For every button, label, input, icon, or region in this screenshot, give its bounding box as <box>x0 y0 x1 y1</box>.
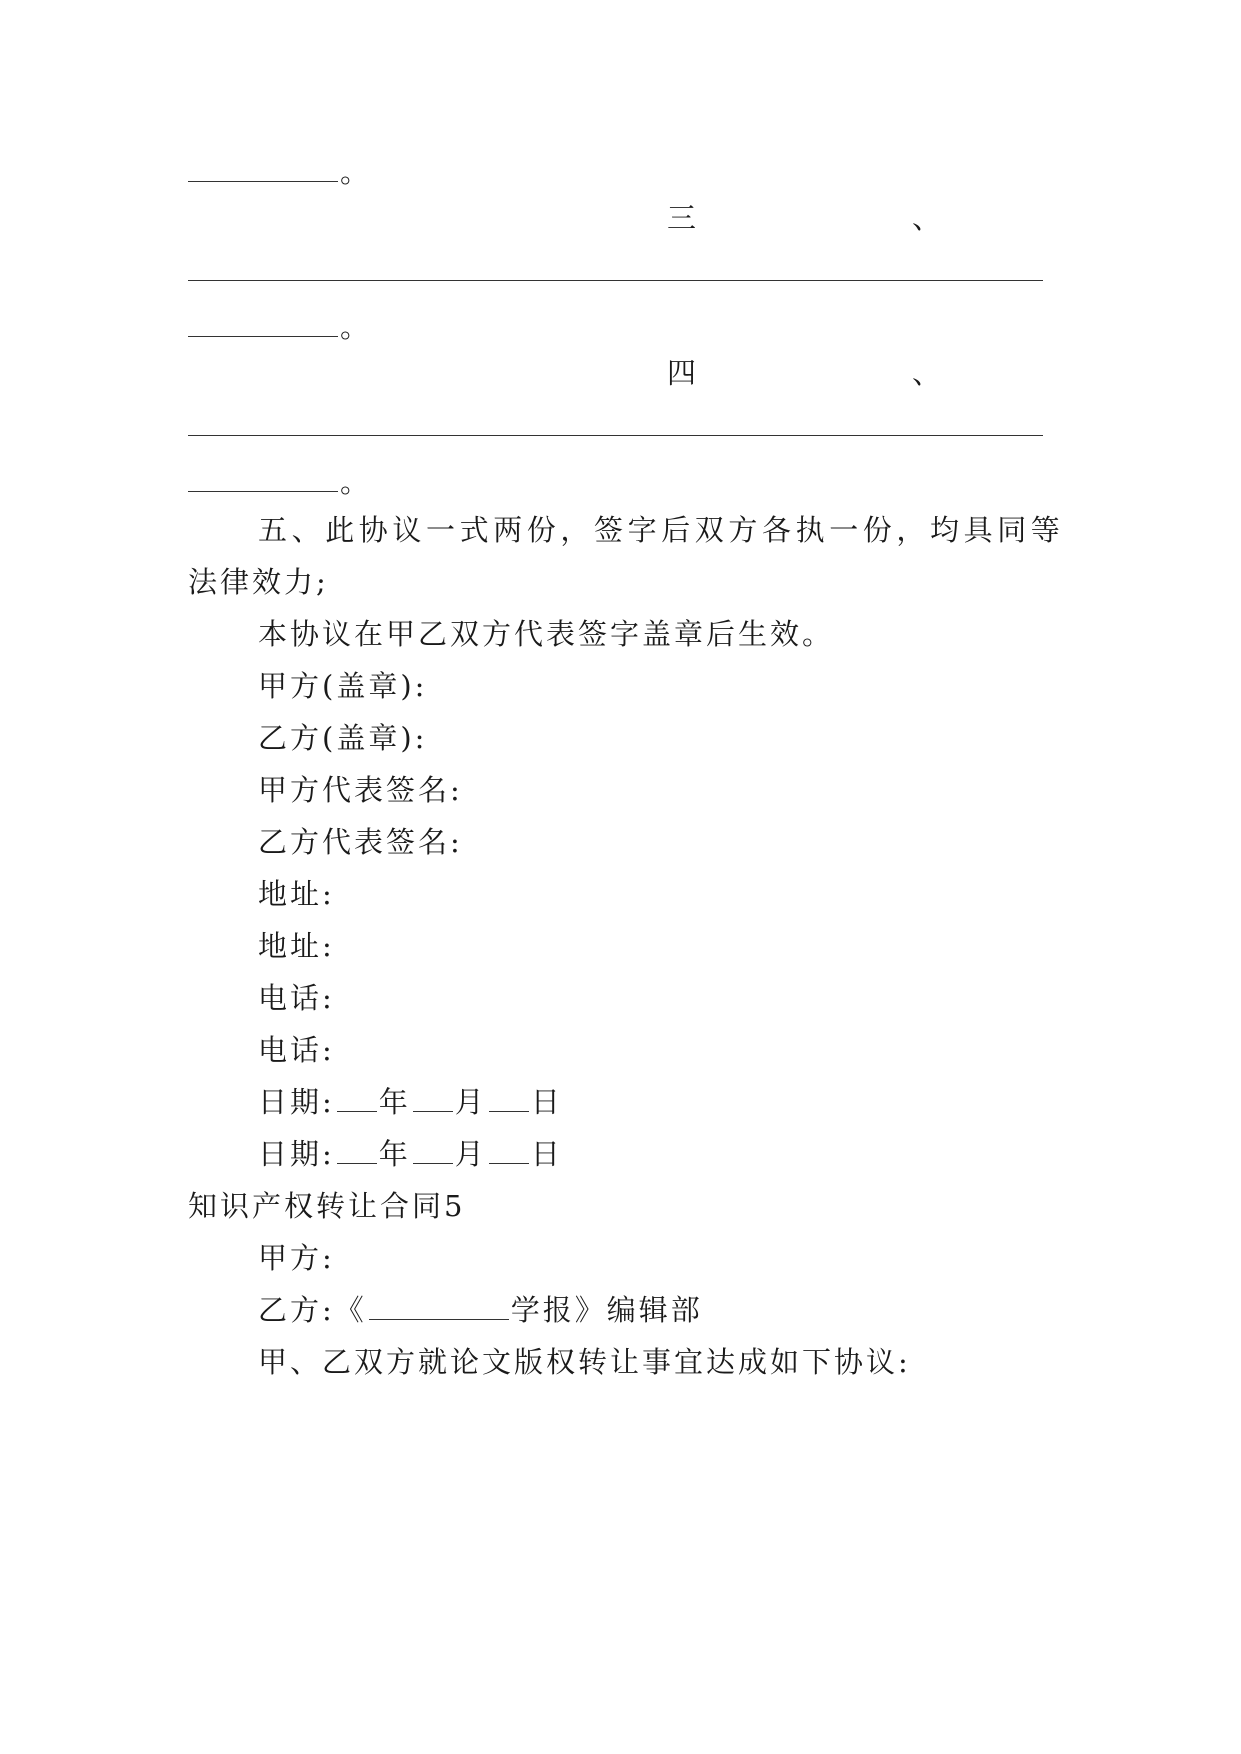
contract-5-party-b-line <box>258 1290 703 1330</box>
month-blank[interactable] <box>413 1089 453 1112</box>
contract-5-title: 知识产权转让合同5 <box>188 1189 466 1223</box>
month-unit: 月 <box>454 1085 487 1119</box>
party-b-seal-label: 乙方(盖章): <box>258 721 428 755</box>
day-blank[interactable] <box>489 1141 529 1164</box>
fill-in-blank[interactable] <box>188 314 338 337</box>
month-blank[interactable] <box>413 1141 453 1164</box>
year-unit: 年 <box>378 1137 411 1171</box>
period: 。 <box>340 465 370 499</box>
item-5-line-1: 五、此协议一式两份，签字后双方各执一份，均具同等 <box>258 513 1065 547</box>
year-blank[interactable] <box>337 1089 377 1112</box>
address-label-a: 地址: <box>258 877 335 911</box>
item-5-line-2: 法律效力; <box>188 565 329 599</box>
effective-clause: 本协议在甲乙双方代表签字盖章后生效。 <box>258 617 835 651</box>
party-b-suffix: 学报》编辑部 <box>510 1293 703 1327</box>
item-4-number: 四 <box>667 356 700 390</box>
party-b-rep-signature-label: 乙方代表签名: <box>258 825 463 859</box>
day-unit: 日 <box>530 1137 563 1171</box>
fill-in-blank[interactable] <box>188 159 338 182</box>
item-3-fill-in-rule[interactable] <box>188 280 1043 281</box>
blank-line-end-3 <box>188 462 369 502</box>
date-label: 日期: <box>258 1137 335 1171</box>
fill-in-blank[interactable] <box>188 469 338 492</box>
year-unit: 年 <box>378 1085 411 1119</box>
period: 。 <box>340 310 370 344</box>
item-3-number: 三 <box>667 201 700 235</box>
day-unit: 日 <box>530 1085 563 1119</box>
month-unit: 月 <box>454 1137 487 1171</box>
date-line-a <box>258 1082 563 1122</box>
address-label-b: 地址: <box>258 929 335 963</box>
party-b-prefix: 乙方:《 <box>258 1293 367 1327</box>
journal-name-blank[interactable] <box>369 1297 509 1320</box>
item-3-mark: 、 <box>912 201 945 235</box>
period: 。 <box>340 155 370 189</box>
phone-label-b: 电话: <box>258 1033 335 1067</box>
contract-5-party-a-label: 甲方: <box>258 1241 335 1275</box>
item-4-mark: 、 <box>912 356 945 390</box>
date-line-b <box>258 1134 563 1174</box>
date-label: 日期: <box>258 1085 335 1119</box>
party-a-rep-signature-label: 甲方代表签名: <box>258 773 463 807</box>
item-4-fill-in-rule[interactable] <box>188 435 1043 436</box>
year-blank[interactable] <box>337 1141 377 1164</box>
contract-5-intro: 甲、乙双方就论文版权转让事宜达成如下协议: <box>258 1345 911 1379</box>
day-blank[interactable] <box>489 1089 529 1112</box>
phone-label-a: 电话: <box>258 981 335 1015</box>
blank-line-end-1 <box>188 152 369 192</box>
blank-line-end-2 <box>188 307 369 347</box>
party-a-seal-label: 甲方(盖章): <box>258 669 428 703</box>
